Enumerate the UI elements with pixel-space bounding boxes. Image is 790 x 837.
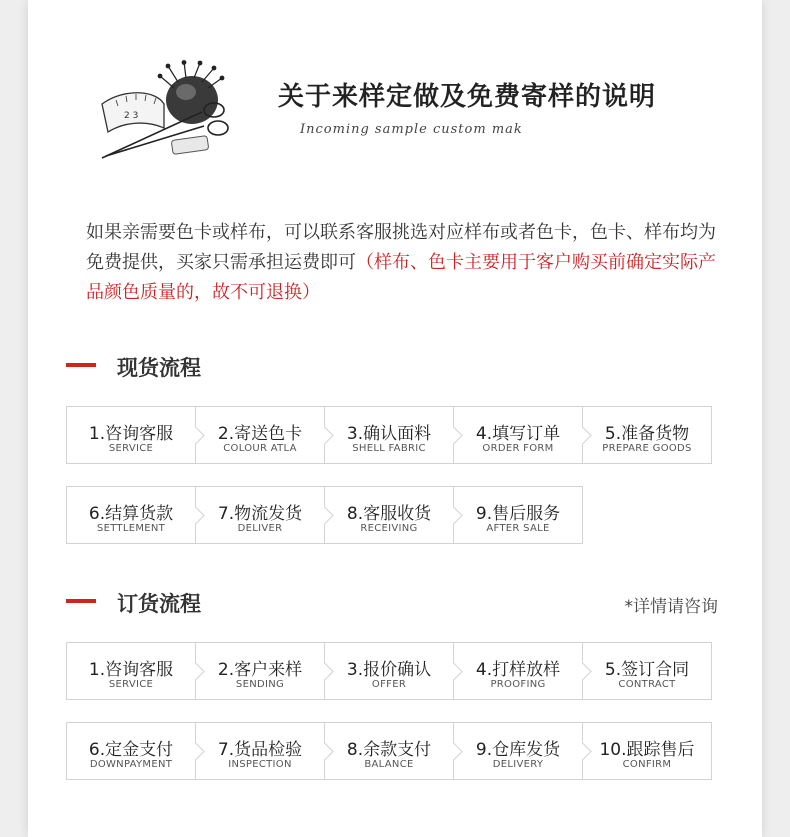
process-step bbox=[582, 406, 712, 464]
step-label: 5.签订合同 bbox=[604, 660, 690, 680]
step-sublabel: SETTLEMENT bbox=[96, 523, 166, 534]
step-sublabel: INSPECTION bbox=[228, 759, 292, 770]
step-label: 6.结算货款 bbox=[88, 504, 174, 524]
page-subtitle: Incoming sample custom mak bbox=[300, 122, 523, 137]
process-step bbox=[453, 486, 583, 544]
step-sublabel: CONFIRM bbox=[622, 759, 672, 770]
process-step bbox=[324, 642, 454, 700]
process-step bbox=[195, 642, 325, 700]
section-marker bbox=[66, 363, 96, 367]
step-sublabel: SERVICE bbox=[108, 679, 154, 690]
step-sublabel: PROOFING bbox=[490, 679, 546, 690]
process-step bbox=[66, 406, 196, 464]
process-step bbox=[453, 642, 583, 700]
step-label: 1.咨询客服 bbox=[88, 660, 174, 680]
step-label: 10.跟踪售后 bbox=[599, 740, 695, 760]
step-sublabel: ORDER FORM bbox=[482, 443, 554, 454]
process-step bbox=[195, 486, 325, 544]
process-step bbox=[453, 722, 583, 780]
intro-highlight: （样布、色卡主要用于客户购买前确定实际产品颜色质量的，故不可退换） bbox=[86, 252, 716, 303]
sewing-tools-illustration bbox=[94, 60, 244, 164]
intro-text: 如果亲需要色卡或样布，可以联系客服挑选对应样布或者色卡，色卡、样布均为免费提供，买家只需承担运费即可 bbox=[86, 222, 716, 273]
order-section-title: 订货流程 bbox=[117, 592, 201, 616]
step-label: 9.仓库发货 bbox=[475, 740, 561, 760]
step-label: 7.物流发货 bbox=[217, 504, 303, 524]
process-step bbox=[66, 642, 196, 700]
step-label: 2.客户来样 bbox=[217, 660, 303, 680]
svg-text:2 3: 2 3 bbox=[124, 111, 139, 121]
process-step bbox=[66, 486, 196, 544]
step-label: 1.咨询客服 bbox=[88, 424, 174, 444]
step-sublabel: DELIVERY bbox=[492, 759, 544, 770]
process-step bbox=[324, 406, 454, 464]
process-step bbox=[582, 722, 712, 780]
step-sublabel: PREPARE GOODS bbox=[602, 443, 692, 454]
step-sublabel: SENDING bbox=[235, 679, 285, 690]
step-label: 7.货品检验 bbox=[217, 740, 303, 760]
process-step bbox=[195, 722, 325, 780]
order-steps-row-2 bbox=[66, 722, 711, 780]
step-sublabel: COLOUR ATLA bbox=[223, 443, 297, 454]
process-step bbox=[453, 406, 583, 464]
step-label: 3.确认面料 bbox=[346, 424, 432, 444]
step-sublabel: SHELL FABRIC bbox=[352, 443, 426, 454]
process-step bbox=[66, 722, 196, 780]
step-label: 6.定金支付 bbox=[88, 740, 174, 760]
process-step bbox=[582, 642, 712, 700]
process-step bbox=[195, 406, 325, 464]
step-label: 3.报价确认 bbox=[346, 660, 432, 680]
step-sublabel: RECEIVING bbox=[360, 523, 418, 534]
step-sublabel: OFFER bbox=[371, 679, 407, 690]
stock-steps-row-2 bbox=[66, 486, 582, 544]
step-sublabel: SERVICE bbox=[108, 443, 154, 454]
step-sublabel: CONTRACT bbox=[618, 679, 676, 690]
order-steps-row-1 bbox=[66, 642, 711, 700]
step-label: 9.售后服务 bbox=[475, 504, 561, 524]
step-label: 8.客服收货 bbox=[346, 504, 432, 524]
process-step bbox=[324, 722, 454, 780]
step-sublabel: DOWNPAYMENT bbox=[89, 759, 173, 770]
process-step bbox=[324, 486, 454, 544]
stock-steps-row-1 bbox=[66, 406, 711, 464]
step-label: 4.填写订单 bbox=[475, 424, 561, 444]
step-sublabel: AFTER SALE bbox=[486, 523, 550, 534]
section-marker bbox=[66, 599, 96, 603]
step-label: 8.余款支付 bbox=[346, 740, 432, 760]
page-title: 关于来样定做及免费寄样的说明 bbox=[278, 82, 657, 112]
step-sublabel: BALANCE bbox=[364, 759, 414, 770]
intro-paragraph bbox=[86, 218, 716, 308]
step-label: 5.准备货物 bbox=[604, 424, 690, 444]
order-section-note: *详情请咨询 bbox=[624, 597, 718, 617]
step-label: 2.寄送色卡 bbox=[217, 424, 303, 444]
step-sublabel: DELIVER bbox=[237, 523, 283, 534]
step-label: 4.打样放样 bbox=[475, 660, 561, 680]
stock-section-title: 现货流程 bbox=[117, 356, 201, 380]
